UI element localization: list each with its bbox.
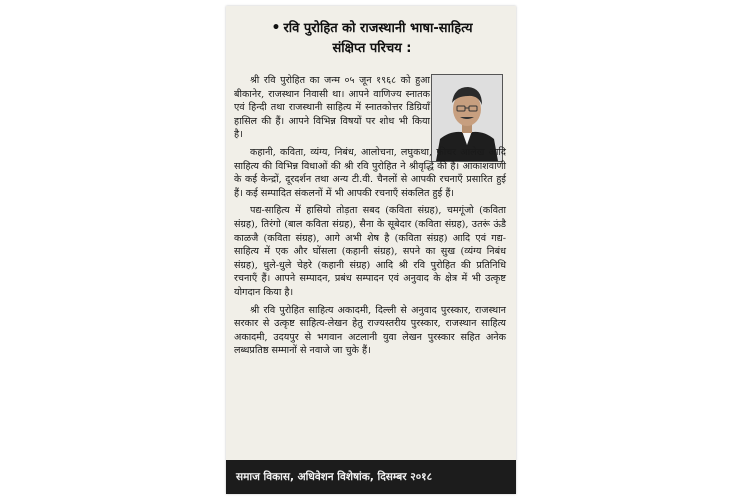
article-heading xyxy=(234,18,510,59)
paragraph-awards: श्री रवि पुरोहित साहित्य अकादमी, दिल्ली से अनुवाद पुरस्कार, राजस्थान सरकार से उत्कृष्ट साहित्य-लेखन हेतु राज्यस्तरीय पुरस्कार, राजस्थान साहित्य अकादमी, उदयपुर से भगवान अटलानी युवा लेखन पुरस्कार सहित अनेक लब्धप्रतिष्ठ सम्मानों से नवाजे जा चुके हैं। xyxy=(234,304,506,357)
article-body xyxy=(234,74,506,362)
paragraph-birth: श्री रवि पुरोहित का जन्म ०५ जून १९६८ को हुआ बीकानेर, राजस्थान निवासी था। आपने वाणिज्य स्नातक एवं हिन्दी तथा राजस्थानी साहित्य में स्नातकोत्तर डिग्रियाँ हासिल की हैं। आपने विभिन्न विषयों पर शोध भी किया है। xyxy=(234,75,430,141)
title-line-1 xyxy=(234,18,510,39)
scanned-article xyxy=(226,6,516,494)
paragraph-genres: कहानी, कविता, व्यंग्य, निबंध, आलोचना, लघुकथा, फीचर आलेख आदि साहित्य की विभिन्न विधाओं की श्री रवि पुरोहित ने श्रीवृद्धि की है। आकाशवाणी के कई केन्द्रों, दूरदर्शन तथा अन्य टी.वी. चैनलों से आपकी रचनाएँ प्रसारित हुई हैं। कई सम्पादित संकलनों में भी आपकी रचनाएँ संकलित हुई हैं। xyxy=(234,146,506,199)
title-line-2: संक्षिप्त परिचय : xyxy=(332,41,412,56)
paragraph-works: पद्य-साहित्य में हासियो तोड़ता सबद (कविता संग्रह), चमगूंजो (कविता संग्रह), तिरंगो (बाल कविता संग्रह), सैना के सूबेदार (कविता संग्रह), उतरूं ऊंडै काळजै (कविता संग्रह), आगे अभी शेष है (कविता संग्रह) आदि एवं गद्य-साहित्य में एक और घोंसला (कहानी संग्रह), सपने का सुख (व्यंग्य निबंध संग्रह), धुले-धुले चेहरे (कहानी संग्रह) आदि श्री रवि पुरोहित की प्रतिनिधि रचनाएँ हैं। आपने सम्पादन, प्रबंध सम्पादन एवं अनुवाद के क्षेत्र में भी उत्कृष्ट योगदान किया है। xyxy=(234,205,506,298)
bullet-icon: • xyxy=(271,20,281,36)
magazine-footer: समाज विकास, अधिवेशन विशेषांक, दिसम्बर २०१८ xyxy=(226,460,516,494)
title-text-1: रवि पुरोहित को राजस्थानी भाषा-साहित्य xyxy=(283,21,473,36)
